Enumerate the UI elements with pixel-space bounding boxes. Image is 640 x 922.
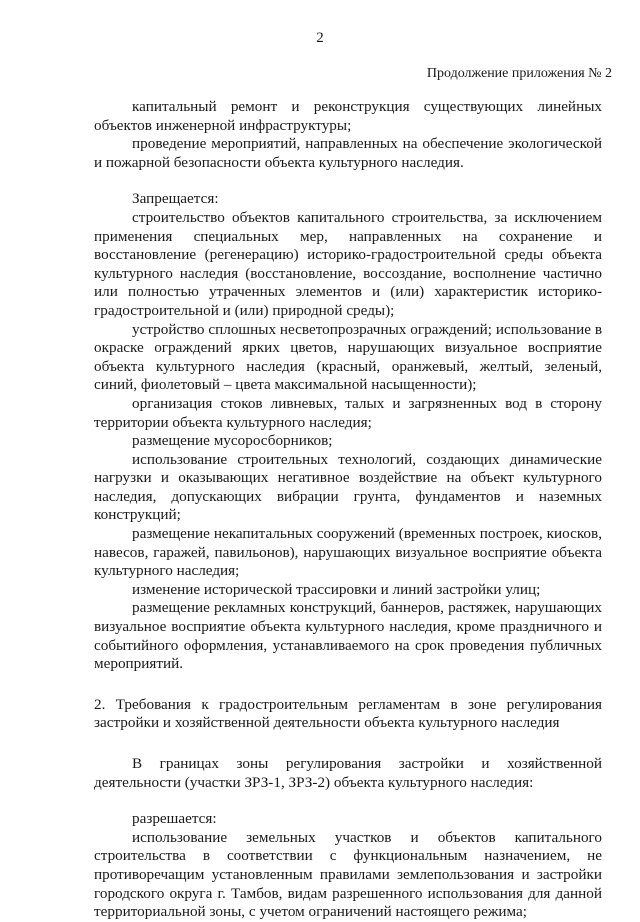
paragraph: размещение мусоросборников; <box>132 432 333 450</box>
document-body <box>94 98 602 922</box>
paragraph: использование земельных участков и объектов капитального строительства в соответствии с функциональным назначением, не противоречащим установленным правилами землепользования и застройки городского округа г. Тамбов, видам разрешенного использования для данной территориальной зоны, с учетом ограничений настоящего режима; <box>94 828 602 921</box>
paragraph: проведение мероприятий, направленных на обеспечение экологической и пожарной безопасности объекта культурного наследия. <box>94 135 602 171</box>
page-number: 2 <box>316 30 324 46</box>
paragraph: строительство объектов капитального строительства, за исключением применения специальных мер, направленных на сохранение и восстановление (регенерацию) историко-градостроительной среды объекта культурного наследия (восстановление, воссоздание, восполнение частично или полностью утраченных элементов и (или) характеристик историко-градостроительной и (или) природной среды); <box>94 208 602 319</box>
paragraph: размещение рекламных конструкций, баннеров, растяжек, нарушающих визуальное восприятие объекта культурного наследия, кроме праздничного и событийного оформления, устанавливаемого на срок проведения публичных мероприятий. <box>94 599 602 673</box>
paragraph: капитальный ремонт и реконструкция существующих линейных объектов инженерной инфраструктуры; <box>94 98 602 134</box>
paragraph: устройство сплошных несветопрозрачных ограждений; использование в окраске ограждений ярких цветов, нарушающих визуальное восприятие объекта культурного наследия (красный, оранжевый, желтый, зеленый, синий, фиолетовый – цвета максимальной насыщенности); <box>94 320 602 394</box>
allowed-label: разрешается: <box>132 810 217 828</box>
paragraph: использование строительных технологий, создающих динамические нагрузки и оказывающих негативное воздействие на объект культурного наследия, допускающих вибрации грунта, фундаментов и наземных конструкций; <box>94 450 602 524</box>
paragraph: В границах зоны регулирования застройки и хозяйственной деятельности (участки ЗРЗ-1, ЗРЗ-2) объекта культурного наследия: <box>94 755 602 791</box>
prohibited-label: Запрещается: <box>132 190 219 208</box>
paragraph: размещение некапитальных сооружений (временных построек, киосков, навесов, гаражей, павильонов), нарушающих визуальное восприятие объекта культурного наследия; <box>94 525 602 580</box>
section-heading: 2. Требования к градостроительным регламентам в зоне регулирования застройки и хозяйственной деятельности объекта культурного наследия <box>94 695 602 732</box>
paragraph: изменение исторической трассировки и линий застройки улиц; <box>132 580 541 598</box>
appendix-continuation-label: Продолжение приложения № 2 <box>426 66 612 81</box>
paragraph: организация стоков ливневых, талых и загрязненных вод в сторону территории объекта культурного наследия; <box>94 394 602 431</box>
